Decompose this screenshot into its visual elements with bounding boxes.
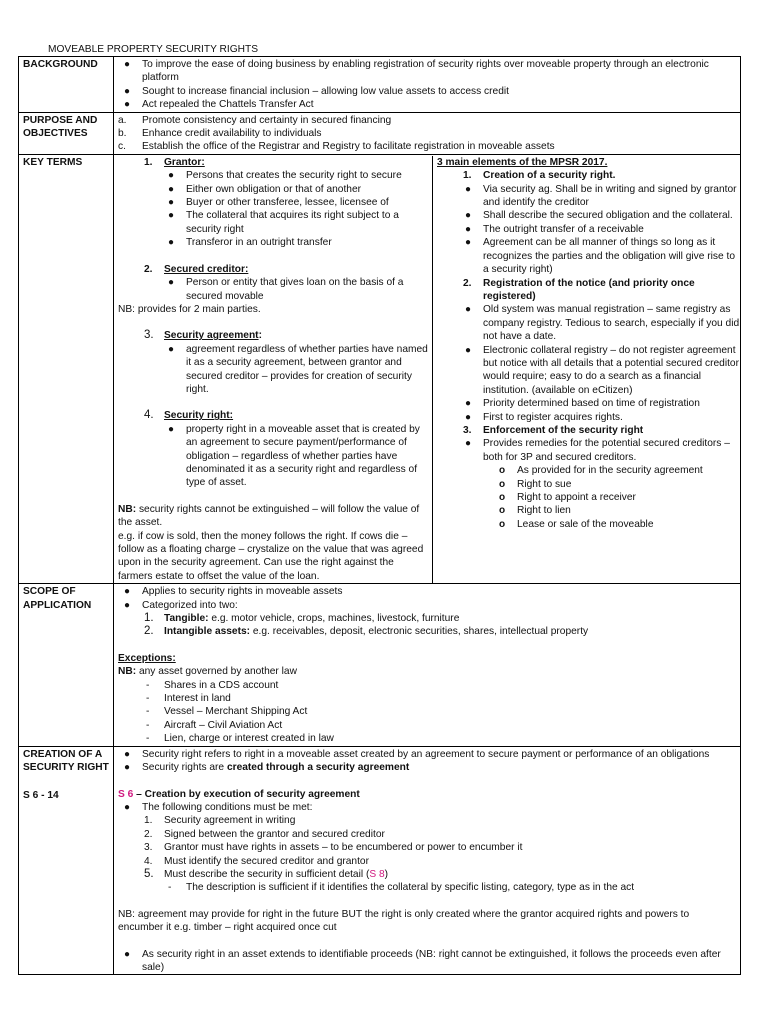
row-purpose [19, 112, 741, 154]
dash-icon: - [146, 693, 150, 705]
exception-item: - Shares in a CDS account [146, 679, 279, 691]
list-item: ● Old system was manual registration – same registry as company registry. Tedious to search, especially if you did not have a date. [465, 304, 740, 343]
bullet-icon: ● [168, 277, 175, 289]
bullet-icon: ● [168, 183, 175, 195]
bullet-icon: ● [124, 948, 131, 960]
list-item: ● Provides remedies for the potential secured creditors – both for 3P and secured creditors. [465, 438, 730, 463]
circle-bullet-icon: o [499, 492, 506, 503]
exception-item: - Interest in land [146, 693, 231, 705]
sub-list-item: o As provided for in the security agreement [499, 465, 703, 477]
list-item: ● The following conditions must be met: [124, 801, 313, 813]
list-item: ● Security right refers to right in a moveable asset created by an agreement to secure payment or performance of an obligations [124, 748, 710, 760]
list-item: ● Categorized into two: [124, 599, 238, 611]
list-item: ● Transferor in an outright transfer [168, 237, 332, 249]
element-heading: 2. Registration of the notice (and priority once registered) [463, 277, 695, 302]
bullet-icon: ● [124, 599, 131, 611]
list-item: ● Sought to increase financial inclusion – allowing low value assets to access credit [124, 85, 509, 97]
condition-item: 3. Grantor must have rights in assets – to be encumbered or power to encumber it [144, 842, 523, 854]
condition-item: 5. Must describe the security in sufficient detail (S 8) [144, 867, 389, 880]
row-heading: KEY TERMS [19, 154, 114, 583]
list-item: ● agreement regardless of whether parties have named it as a security agreement, between grantor and secured creditor – provides for creation of security right. [168, 343, 428, 395]
example-note: e.g. if cow is sold, then the money follows the right. If cows die – follow as a floating charge – crystalize on the value that was agreed upon in the security agreement. Can use the right against the farmers estate to offset the value of the loan. [118, 530, 424, 582]
row-heading: CREATION OF A SECURITY RIGHT S 6 - 14 [19, 746, 114, 975]
list-item: ● Agreement can be all manner of things so long as it recognizes the parties and the obligation will give rise to a security right) [465, 237, 736, 276]
bullet-icon: ● [465, 223, 472, 235]
dash-icon: - [168, 882, 172, 894]
bullet-icon: ● [168, 343, 175, 355]
nb-note: NB: agreement may provide for right in the future BUT the right is only created where the grantor acquired rights and powers to encumber it e.g. timber – right acquired once cut [118, 908, 690, 934]
row-content [114, 584, 741, 746]
bullet-icon: ● [168, 237, 175, 249]
element-heading: 1. Creation of a security right. [463, 170, 616, 182]
list-item: ● Shall describe the secured obligation and the collateral. [465, 210, 733, 222]
bullet-icon: ● [168, 170, 175, 182]
list-item: ● Via security ag. Shall be in writing and signed by grantor and identify the creditor [465, 183, 737, 209]
list-item: ● The outright transfer of a receivable [465, 223, 644, 235]
element-heading: 3. Enforcement of the security right [463, 424, 644, 436]
term-heading: 4. Security right: [144, 409, 234, 422]
bullet-icon: ● [124, 801, 131, 813]
sub-note: - The description is sufficient if it identifies the collateral by specific listing, category, type as in the act [168, 882, 635, 894]
bullet-icon: ● [465, 237, 472, 249]
sub-list-item: o Right to appoint a receiver [499, 492, 636, 503]
condition-item: 1. Security agreement in writing [144, 815, 296, 827]
sub-list-item: o Right to sue [499, 478, 572, 490]
dash-icon: - [146, 733, 150, 745]
list-item: ● The collateral that acquires its right subject to a security right [168, 210, 399, 235]
condition-item: 2. Signed between the grantor and secured creditor [144, 828, 385, 840]
circle-bullet-icon: o [499, 518, 506, 530]
exception-item: - Lien, charge or interest created in law [146, 733, 334, 745]
circle-bullet-icon: o [499, 505, 506, 517]
list-item: ● Act repealed the Chattels Transfer Act [124, 99, 314, 111]
bullet-icon: ● [124, 748, 131, 760]
term-heading: 1. Grantor: [144, 156, 205, 168]
list-item: ● Priority determined based on time of registration [465, 398, 700, 410]
bullet-icon: ● [465, 304, 472, 316]
nb-note: NB: provides for 2 main parties. [118, 303, 261, 315]
bullet-icon: ● [124, 99, 131, 111]
exceptions-title: Exceptions: [118, 652, 176, 664]
key-terms-right-column [437, 156, 740, 583]
list-item: ● As security right in an asset extends to identifiable proceeds (NB: right cannot be extinguished, it follows the proceeds even after sale) [124, 948, 721, 973]
row-content [114, 154, 741, 583]
nb-note: NB: any asset governed by another law [118, 666, 297, 678]
bullet-icon: ● [168, 197, 175, 209]
row-content [114, 57, 741, 113]
row-creation [19, 746, 741, 975]
row-heading: PURPOSE AND OBJECTIVES [19, 112, 114, 154]
bullet-icon: ● [124, 586, 131, 598]
list-item: ● First to register acquires rights. [465, 411, 623, 423]
elements-heading: 3 main elements of the MPSR 2017. [437, 156, 608, 168]
row-background [19, 57, 741, 113]
list-item: ● Either own obligation or that of another [168, 183, 361, 195]
row-content [114, 112, 741, 154]
list-item: c. Establish the office of the Registrar and Registry to facilitate registration in moveable assets [118, 141, 555, 153]
key-terms-left-column [118, 156, 433, 583]
category-item: 2. Intangible assets: e.g. receivables, deposit, electronic securities, shares, intellectual property [144, 625, 589, 638]
dash-icon: - [146, 719, 150, 731]
sub-list-item: o Lease or sale of the moveable [499, 518, 654, 530]
term-heading: 3. Security agreement: [144, 329, 262, 342]
list-item: ● Person or entity that gives loan on the basis of a secured movable [168, 277, 404, 302]
list-item: b. Enhance credit availability to individuals [118, 128, 322, 140]
category-item: 1. Tangible: e.g. motor vehicle, crops, machines, livestock, furniture [144, 612, 460, 625]
section-reference: S 6 - 14 [23, 789, 59, 801]
exception-item: - Aircraft – Civil Aviation Act [146, 719, 283, 731]
exception-item: - Vessel – Merchant Shipping Act [146, 706, 308, 718]
nb-note: NB: security rights cannot be extinguished – will follow the value of the asset. [118, 503, 420, 529]
bullet-icon: ● [124, 59, 131, 70]
term-heading: 2. Secured creditor: [144, 263, 249, 275]
circle-bullet-icon: o [499, 465, 506, 477]
list-item: ● Buyer or other transferee, lessee, licensee of [168, 197, 389, 209]
circle-bullet-icon: o [499, 478, 506, 490]
row-content [114, 746, 741, 975]
row-heading: BACKGROUND [19, 57, 114, 113]
bullet-icon: ● [465, 398, 472, 410]
row-key-terms [19, 154, 741, 583]
bullet-icon: ● [465, 438, 472, 450]
notes-table [18, 56, 741, 975]
bullet-icon: ● [465, 344, 472, 356]
bullet-icon: ● [465, 210, 472, 222]
dash-icon: - [146, 679, 150, 691]
list-item: ● Electronic collateral registry – do not register agreement but notice with all details that a potential secured creditor would require; easy to do a search as a financial institution. (available on eCitizen) [465, 344, 739, 396]
section-heading: S 6 – Creation by execution of security agreement [118, 788, 360, 800]
condition-item: 4. Must identify the secured creditor and grantor [144, 855, 369, 867]
row-scope [19, 584, 741, 746]
list-item: ● Persons that creates the security right to secure [168, 170, 402, 182]
list-item: a. Promote consistency and certainty in secured financing [118, 114, 392, 126]
row-heading: SCOPE OF APPLICATION [19, 584, 114, 746]
document-title: MOVEABLE PROPERTY SECURITY RIGHTS [48, 44, 259, 55]
list-item: ● property right in a moveable asset that is created by an agreement to secure payment/performance of obligation – regardless of whether parties have denominated it as a security right and regardless of type of asset. [168, 423, 420, 489]
list-item: ● To improve the ease of doing business by enabling registration of security rights over moveable property through an electronic platform [124, 59, 709, 84]
bullet-icon: ● [465, 411, 472, 423]
list-item: ● Applies to security rights in moveable assets [124, 586, 343, 598]
bullet-icon: ● [465, 183, 472, 195]
bullet-icon: ● [168, 423, 175, 435]
bullet-icon: ● [124, 85, 131, 97]
list-item: ● Security rights are created through a security agreement [124, 762, 410, 774]
bullet-icon: ● [168, 210, 175, 222]
bullet-icon: ● [124, 762, 131, 774]
dash-icon: - [146, 706, 150, 718]
sub-list-item: o Right to lien [499, 505, 571, 517]
